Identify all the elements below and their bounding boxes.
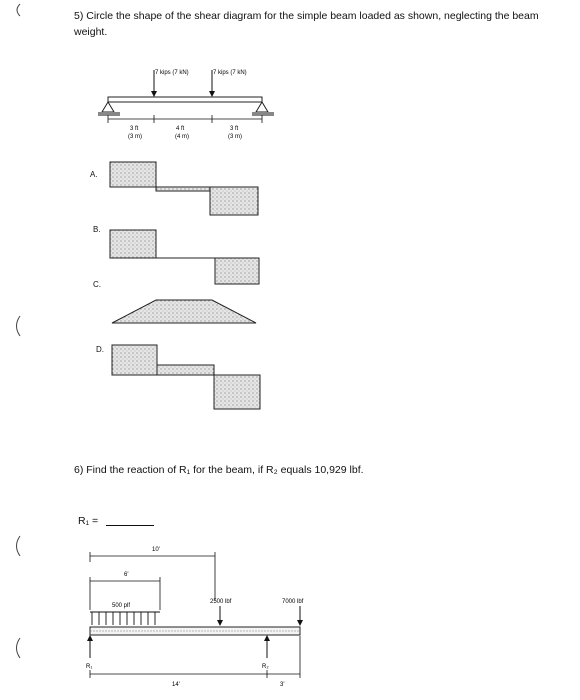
span-3-m: (3 m) <box>228 134 242 140</box>
span-2-m: (4 m) <box>175 134 189 140</box>
load-label-1: 7 kips (7 kN) <box>155 70 189 76</box>
option-b-label[interactable]: B. <box>93 225 101 234</box>
question-5-text: 5) Circle the shape of the shear diagram for the simple beam loaded as shown, neglecting the beam weight. <box>74 10 539 38</box>
option-diagrams <box>100 160 280 420</box>
load-label-2: 7 kips (7 kN) <box>213 70 247 76</box>
margin-marks <box>0 0 30 700</box>
option-d-label[interactable]: D. <box>96 345 104 354</box>
option-c-diagram <box>112 300 256 323</box>
point-load-1-label: 2500 lbf <box>210 599 232 605</box>
dim-top-label: 10' <box>152 547 160 553</box>
option-d-diagram <box>112 345 260 409</box>
left-support <box>102 102 114 112</box>
reaction-r2-label: R₂ <box>262 664 269 670</box>
option-c-label[interactable]: C. <box>93 280 101 289</box>
beam <box>108 97 262 102</box>
question-6-text: 6) Find the reaction of R₁ for the beam, if R₂ equals 10,929 lbf. <box>74 464 364 476</box>
option-a-label[interactable]: A. <box>90 170 98 179</box>
reaction-r1-label: R₁ <box>86 664 93 670</box>
span-2-ft: 4 ft <box>176 126 185 132</box>
r1-answer-blank[interactable] <box>106 525 154 526</box>
udl-label: 500 plf <box>112 603 131 609</box>
dim-udl-label: 6' <box>124 572 129 578</box>
span-1-m: (3 m) <box>128 134 142 140</box>
r1-answer-label: R₁ = <box>78 515 99 527</box>
q6-beam-figure <box>80 540 320 690</box>
right-support <box>256 102 268 112</box>
option-a-diagram <box>110 162 258 215</box>
dim-bottom-label: 14' <box>172 682 180 688</box>
q5-beam-figure <box>90 62 290 162</box>
span-1-ft: 3 ft <box>130 126 139 132</box>
dim-overhang-label: 3' <box>280 682 285 688</box>
span-3-ft: 3 ft <box>230 126 239 132</box>
point-load-2-label: 7000 lbf <box>282 599 304 605</box>
option-b-diagram <box>110 230 259 284</box>
